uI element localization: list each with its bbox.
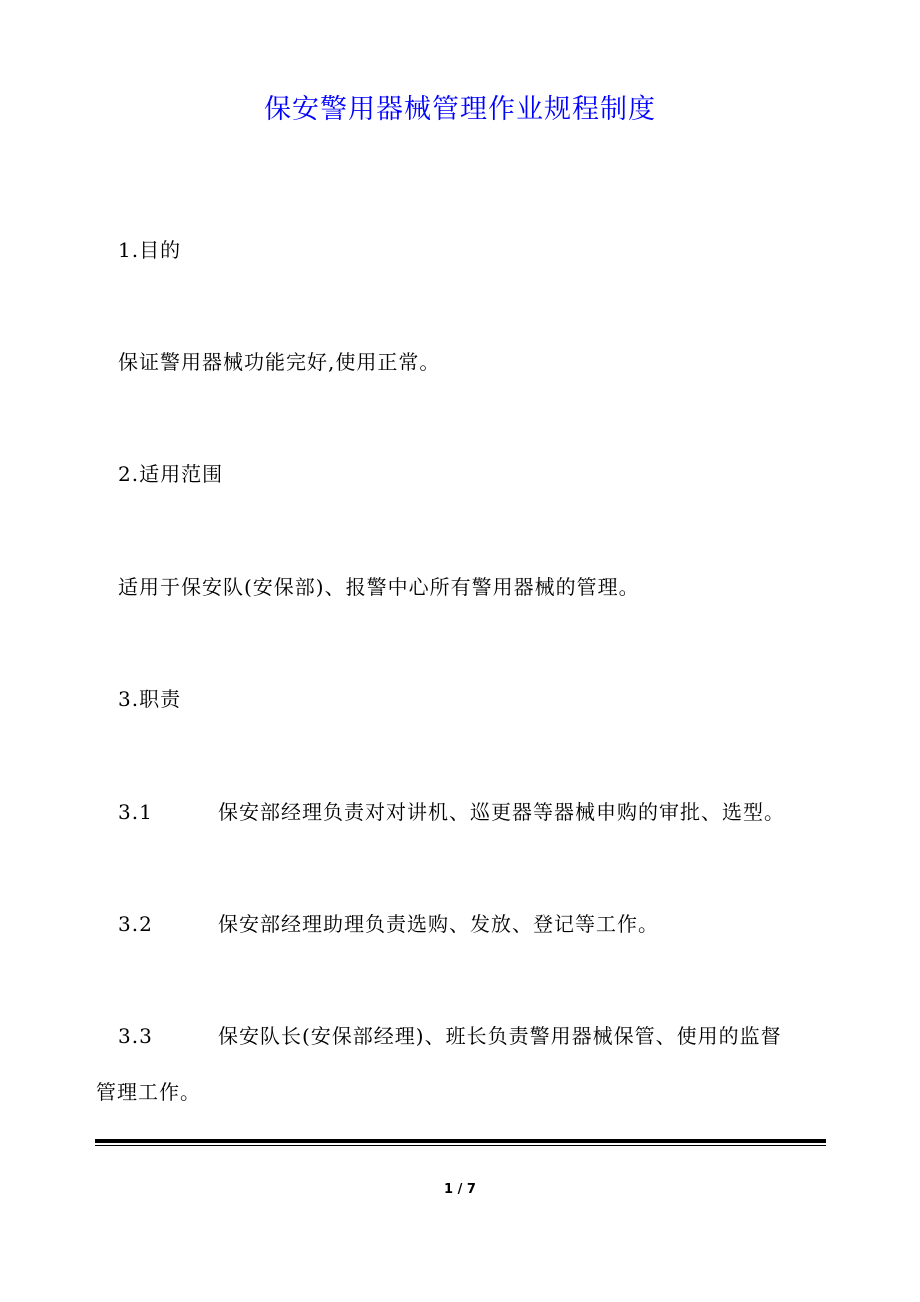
- item-text-continuation: 管理工作。: [96, 1080, 201, 1104]
- item-text: 保安部经理助理负责选购、发放、登记等工作。: [218, 912, 659, 936]
- item-number: 3.2: [118, 912, 153, 936]
- section-body-purpose: 保证警用器械功能完好,使用正常。: [118, 350, 441, 374]
- section-heading-responsibilities: 3.职责: [118, 687, 182, 711]
- item-number: 3.1: [118, 800, 153, 824]
- list-item: [118, 908, 659, 940]
- item-text: 保安部经理负责对对讲机、巡更器等器械申购的审批、选型。: [218, 800, 785, 824]
- section-heading-purpose: 1.目的: [118, 238, 182, 262]
- item-text: 保安队长(安保部经理)、班长负责警用器械保管、使用的监督: [218, 1024, 782, 1048]
- list-item: [118, 1020, 782, 1052]
- document-title: 保安警用器械管理作业规程制度: [264, 94, 656, 125]
- page-indicator: 1 / 7: [444, 1182, 476, 1197]
- list-item: [118, 796, 785, 828]
- footer-divider: [95, 1139, 826, 1146]
- item-number: 3.3: [118, 1024, 153, 1048]
- section-heading-scope: 2.适用范围: [118, 462, 224, 486]
- section-body-scope: 适用于保安队(安保部)、报警中心所有警用器械的管理。: [118, 575, 640, 599]
